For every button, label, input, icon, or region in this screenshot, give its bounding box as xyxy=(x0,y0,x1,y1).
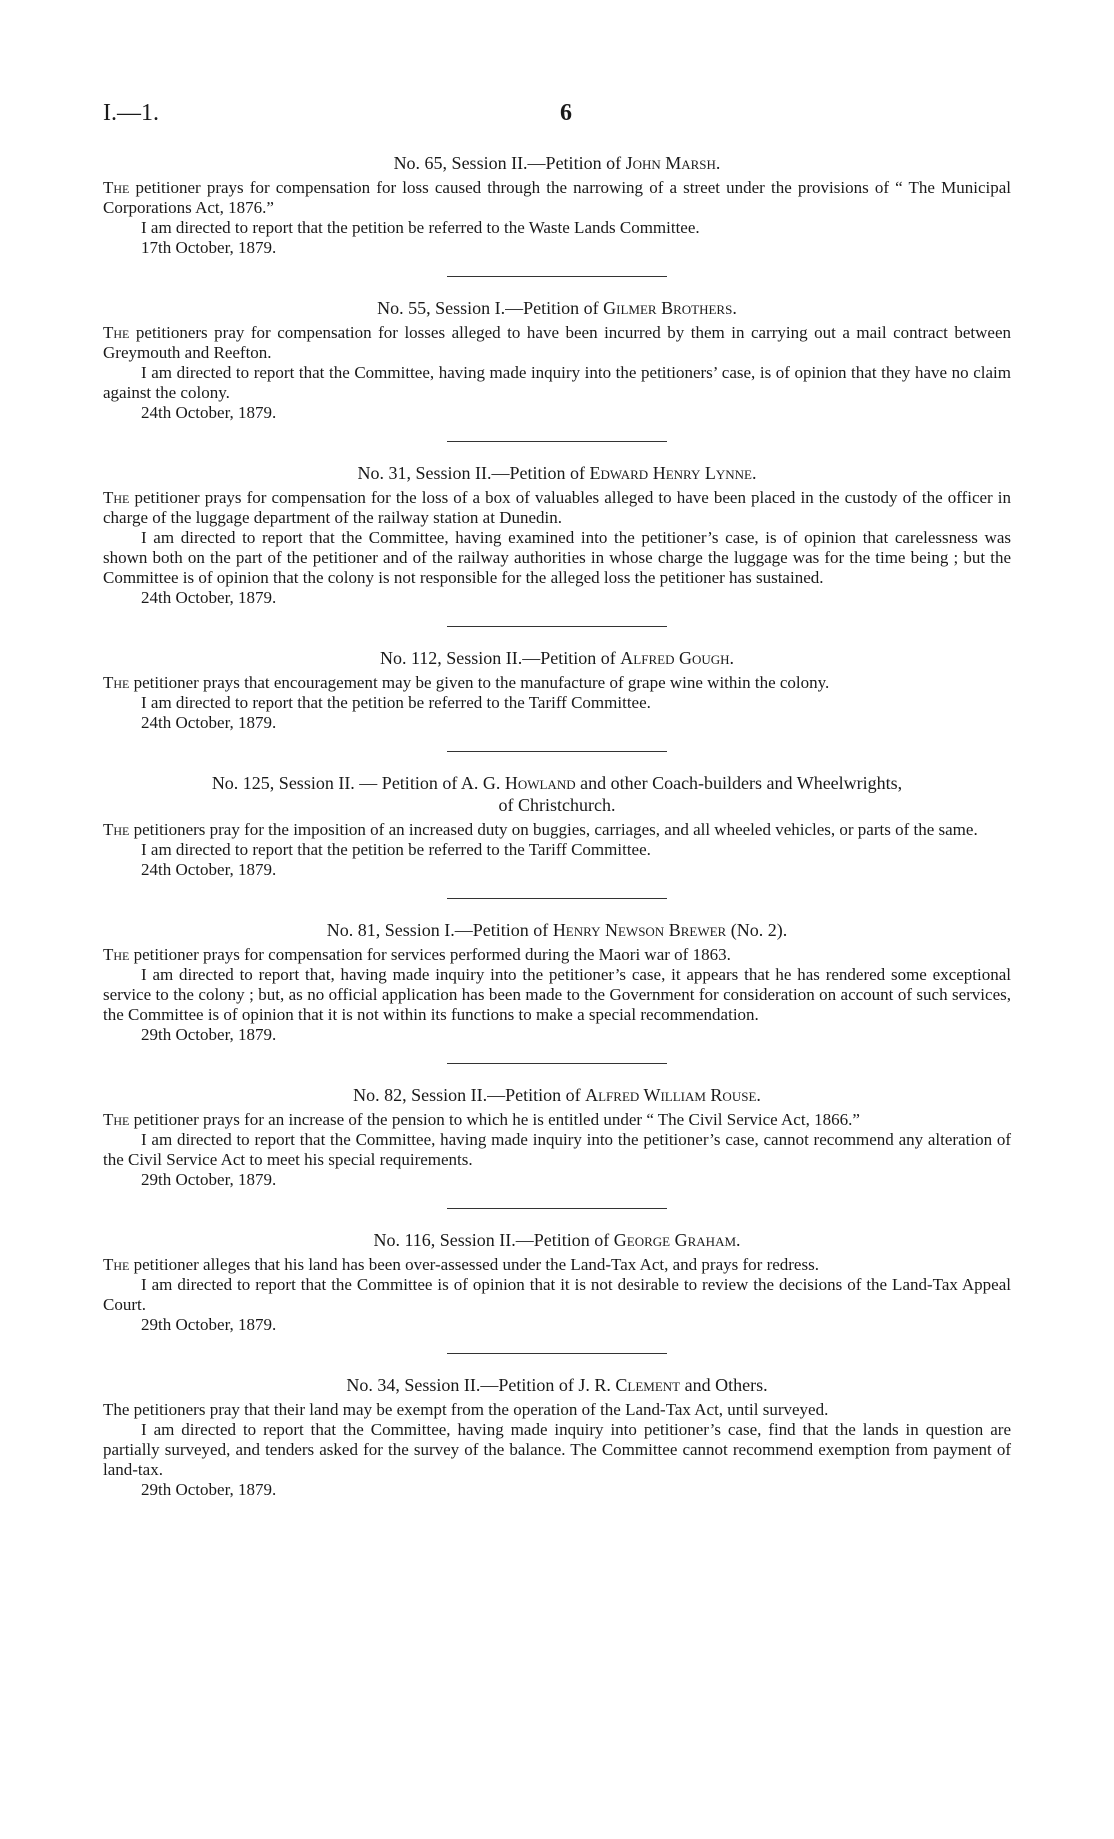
report-date: 29th October, 1879. xyxy=(141,1315,277,1334)
section-divider xyxy=(447,1353,667,1354)
section-divider xyxy=(447,1063,667,1064)
paper-reference: I.—1. xyxy=(103,100,159,126)
section-divider xyxy=(447,751,667,752)
petition-entry xyxy=(103,772,1011,880)
petition-title: No. 116, Session II.—Petition of George Graham. xyxy=(373,1230,741,1250)
petition-entry xyxy=(103,1229,1011,1335)
petitioner-name: Clement xyxy=(615,1375,681,1395)
report-date: 29th October, 1879. xyxy=(141,1025,277,1044)
petitions-list xyxy=(103,152,1011,1510)
report-date: 24th October, 1879. xyxy=(141,860,277,879)
petitioner-name: John Marsh xyxy=(625,153,716,173)
petition-entry xyxy=(103,919,1011,1045)
petition-title: No. 81, Session I.—Petition of Henry Newson Brewer (No. 2). xyxy=(326,920,788,940)
petitioner-name: Alfred Gough xyxy=(620,648,730,668)
petition-summary: The petitioner prays for compensation for loss caused through the narrowing of a street under the provisions of “ The Municipal Corporations Act, 1876.” xyxy=(103,178,1011,217)
page-number: 6 xyxy=(560,100,572,126)
petition-summary: The petitioner prays for compensation for services performed during the Maori war of 1863. xyxy=(103,945,731,964)
petition-entry xyxy=(103,1084,1011,1190)
section-divider xyxy=(447,1208,667,1209)
committee-report: I am directed to report that the petition be referred to the Tariff Committee. xyxy=(141,840,651,859)
petitioner-name: George Graham xyxy=(613,1230,737,1250)
petitioner-name: Howland xyxy=(504,773,576,793)
committee-report: I am directed to report that the petition be referred to the Waste Lands Committee. xyxy=(141,218,700,237)
petition-summary: The petitioner prays for compensation for the loss of a box of valuables alleged to have been placed in the custody of the officer in charge of the luggage department of the railway station at Dunedin. xyxy=(103,488,1011,527)
report-date: 29th October, 1879. xyxy=(141,1170,277,1189)
petition-entry xyxy=(103,647,1011,733)
petition-entry xyxy=(103,462,1011,608)
committee-report: I am directed to report that the Committee, having made inquiry into petitioner’s case, find that the lands in question are partially surveyed, and tenders asked for the survey of the balance. The Committee cannot recommend exemption from payment of land-tax. xyxy=(103,1420,1011,1479)
committee-report: I am directed to report that the petition be referred to the Tariff Committee. xyxy=(141,693,651,712)
petition-summary: The petitioner alleges that his land has been over-assessed under the Land-Tax Act, and prays for redress. xyxy=(103,1255,819,1274)
petition-title: No. 82, Session II.—Petition of Alfred William Rouse. xyxy=(353,1085,761,1105)
petition-summary: The petitioners pray that their land may be exempt from the operation of the Land-Tax Act, until surveyed. xyxy=(103,1400,829,1419)
petition-title: No. 65, Session II.—Petition of John Marsh. xyxy=(393,153,721,173)
petitioner-name: Henry Newson Brewer xyxy=(552,920,727,940)
committee-report: I am directed to report that the Committee, having made inquiry into the petitioner’s case, cannot recommend any alteration of the Civil Service Act to meet his special requirements. xyxy=(103,1130,1011,1169)
petition-title: No. 112, Session II.—Petition of Alfred Gough. xyxy=(379,648,735,668)
petition-title: No. 34, Session II.—Petition of J. R. Clement and Others. xyxy=(346,1375,768,1395)
report-date: 29th October, 1879. xyxy=(141,1480,277,1499)
section-divider xyxy=(447,276,667,277)
petition-summary: The petitioner prays that encouragement may be given to the manufacture of grape wine within the colony. xyxy=(103,673,830,692)
petition-summary: The petitioners pray for the imposition of an increased duty on buggies, carriages, and all wheeled vehicles, or parts of the same. xyxy=(103,820,978,839)
report-date: 24th October, 1879. xyxy=(141,713,277,732)
petition-entry xyxy=(103,297,1011,423)
petition-title: No. 125, Session II. — Petition of A. G. Howland and other Coach-builders and Wheelwrights, of Christchurch. xyxy=(211,773,903,815)
petitioner-name: Alfred William Rouse xyxy=(585,1085,757,1105)
petitioner-name: Edward Henry Lynne xyxy=(589,463,752,483)
petition-title: No. 55, Session I.—Petition of Gilmer Brothers. xyxy=(377,298,737,318)
petition-summary: The petitioner prays for an increase of the pension to which he is entitled under “ The Civil Service Act, 1866.” xyxy=(103,1110,860,1129)
committee-report: I am directed to report that the Committee is of opinion that it is not desirable to review the decisions of the Land-Tax Appeal Court. xyxy=(103,1275,1011,1314)
petition-title: No. 31, Session II.—Petition of Edward Henry Lynne. xyxy=(357,463,757,483)
section-divider xyxy=(447,898,667,899)
report-date: 24th October, 1879. xyxy=(141,403,277,422)
petition-entry xyxy=(103,1374,1011,1500)
report-date: 24th October, 1879. xyxy=(141,588,277,607)
committee-report: I am directed to report that the Committee, having made inquiry into the petitioners’ case, is of opinion that they have no claim against the colony. xyxy=(103,363,1011,402)
committee-report: I am directed to report that the Committee, having examined into the petitioner’s case, is of opinion that carelessness was shown both on the part of the petitioner and of the railway authorities in whose charge the luggage was for the time being ; but the Committee is of opinion that the colony is not responsible for the alleged loss the petitioner has sustained. xyxy=(103,528,1011,587)
report-date: 17th October, 1879. xyxy=(141,238,277,257)
petition-summary: The petitioners pray for compensation for losses alleged to have been incurred by them in carrying out a mail contract between Greymouth and Reefton. xyxy=(103,323,1011,362)
section-divider xyxy=(447,441,667,442)
petition-entry xyxy=(103,152,1011,258)
petitioner-name: Gilmer Brothers xyxy=(603,298,733,318)
section-divider xyxy=(447,626,667,627)
committee-report: I am directed to report that, having made inquiry into the petitioner’s case, it appears that he has rendered some exceptional service to the colony ; but, as no official application has been made to the Government for consideration on account of such services, the Committee is of opinion that it is not within its functions to make a special recommendation. xyxy=(103,965,1011,1024)
